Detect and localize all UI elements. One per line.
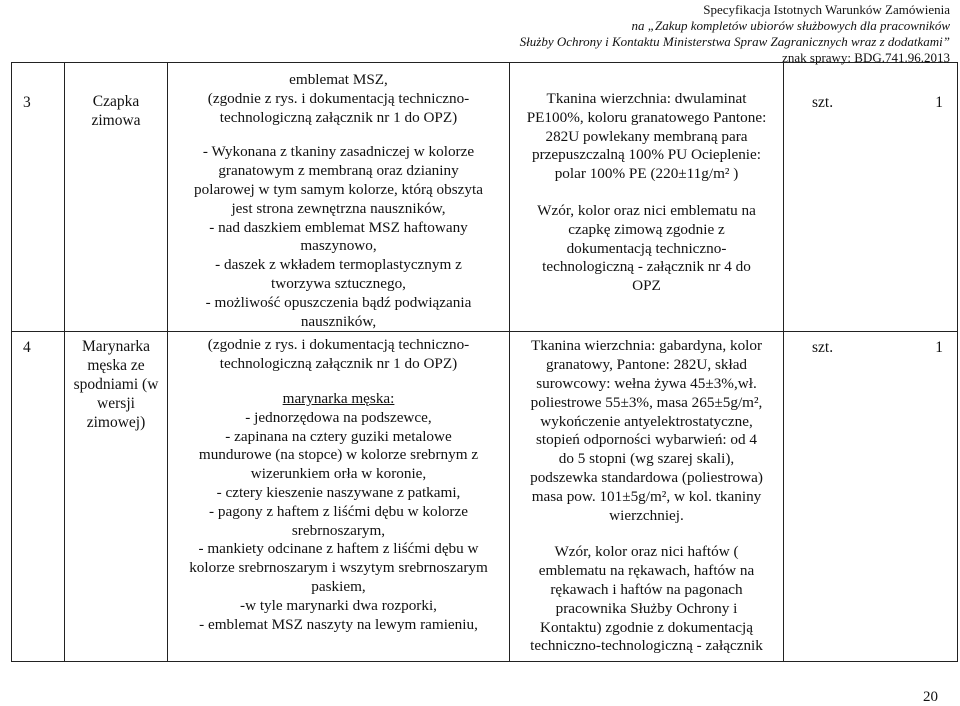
item-name-line: męska ze [87,357,145,375]
description-line: tworzywa sztucznego, [271,274,406,292]
material-line: PE100%, koloru granatowego Pantone: [526,108,767,126]
row-number-cell [12,332,65,662]
description-line: (zgodnie z rys. i dokumentacją techniczno- [207,89,470,107]
description-line: kolorze srebrnoszarym i wszytym srebrnoszarym [189,559,488,577]
description-line: - możliwość opuszczenia bądź podwiązania [205,293,472,311]
description-line: maszynowo, [300,237,377,255]
material-line: masa pow. 101±5g/m², w kol. tkaniny [531,487,762,505]
material-line: surowcowy: wełna żywa 45±3%,wł. [536,374,757,392]
header-title: Specyfikacja Istotnych Warunków Zamówienia [703,2,950,17]
description-line: - emblemat MSZ naszyty na lewym ramieniu, [199,615,478,633]
item-name-line: Marynarka [82,338,150,356]
description-line: - mankiety odcinane z haftem z liśćmi dębu w [198,540,479,558]
row-number: 3 [23,94,31,111]
description-line: (zgodnie z rys. i dokumentacją techniczno- [207,336,470,354]
quantity-cell [784,332,958,662]
header-subject-cont: Służby Ochrony i Kontaktu Ministerstwa Spraw Zagranicznych wraz z dodatkami” [519,34,950,49]
item-name-line: zimowa [91,112,141,129]
material-line: polar 100% PE (220±11g/m² ) [554,165,739,183]
description-line: srebrnoszarym, [291,521,386,539]
material-line: Tkanina wierzchnia: gabardyna, kolor [530,337,763,355]
material-line: dokumentacją techniczno- [566,239,727,257]
material-line: OPZ [632,277,661,295]
material-line: granatowy, Pantone: 282U, skład [545,356,748,374]
material-line: poliestrowe 55±3%, masa 265±5g/m², [530,393,763,411]
description-line: - nad daszkiem emblemat MSZ haftowany [209,218,468,236]
unit-label: szt. [812,339,834,357]
description-line: - jednorzędowa na podszewce, [245,408,432,426]
page-number: 20 [923,689,938,705]
item-name-line: spodniami (w [73,376,159,394]
material-line: techniczno-technologiczną - załącznik [530,637,763,655]
description-line: jest strona zewnętrzna nauszników, [231,199,446,217]
row-number-cell [12,63,65,332]
item-name-line: wersji [97,395,135,413]
material-line: do 5 stopni (wg szarej skali), [558,450,735,468]
material-line: podszewka standardowa (poliestrowa) [530,468,763,486]
description-line: - zapinana na cztery guziki metalowe [225,427,452,445]
specification-table [11,62,958,662]
table-row [12,63,958,332]
quantity-cell [784,63,958,332]
material-line: pracownika Służby Ochrony i [555,599,738,617]
description-line: - cztery kieszenie naszywane z patkami, [216,483,461,501]
material-line: przepuszczalną 100% PU Ocieplenie: [532,146,761,164]
material-line: technologiczną - załącznik nr 4 do [542,258,751,276]
description-line: nauszników, [300,312,377,330]
item-name-cell [65,332,168,662]
material-cell [510,63,784,332]
description-line: polarowej w tym samym kolorze, którą obszyta [194,180,483,198]
material-line: Kontaktu) zgodnie z dokumentacją [540,618,753,636]
document-header [520,2,950,66]
description-line: mundurowe (na stopce) w kolorze srebrnym z [198,446,479,464]
material-line: emblematu na rękawach, haftów na [538,562,755,580]
description-line: technologiczną załącznik nr 1 do OPZ) [219,355,458,373]
material-line: stopień odporności wybarwień: od 4 [535,431,758,449]
description-cell [168,63,510,332]
description-subheading: marynarka męska: [282,389,395,407]
material-line: wykończenie antyelektrostatyczne, [540,412,753,430]
row-number: 4 [23,339,31,357]
material-line: Wzór, kolor oraz nici emblematu na [537,201,756,219]
item-name-line: zimowej) [86,414,146,432]
material-line: Tkanina wierzchnia: dwulaminat [546,90,747,107]
description-line: - pagony z haftem z liśćmi dębu w kolorze [209,502,468,520]
item-name-line: Czapka [92,93,140,110]
quantity-value: 1 [935,94,943,111]
item-name-cell [65,63,168,332]
description-line: - Wykonana z tkaniny zasadniczej w kolorze [202,143,475,161]
header-subject: na „Zakup kompletów ubiorów służbowych dla pracowników [631,18,950,33]
description-line: paskiem, [311,577,366,595]
material-line: wierzchniej. [609,506,684,524]
material-line: rękawach i haftów na pagonach [550,580,743,598]
description-line: granatowym z membraną oraz dzianiny [218,162,459,180]
description-line: technologiczną załącznik nr 1 do OPZ) [219,108,458,126]
description-line: wizerunkiem orła w koronie, [250,465,427,483]
description-line: -w tyle marynarki dwa rozporki, [240,596,437,614]
table-row [12,332,958,662]
material-line: Wzór, kolor oraz nici haftów ( [554,543,739,561]
quantity-value: 1 [935,339,943,357]
material-line: czapkę zimową zgodnie z [568,220,725,238]
description-line: - daszek z wkładem termoplastycznym z [215,256,462,274]
material-line: 282U powlekany membraną para [545,127,748,145]
description-line: emblemat MSZ, [289,71,388,88]
material-cell [510,332,784,662]
description-cell [168,332,510,662]
header-case-number: znak sprawy: BDG.741.96.2013 [782,50,950,65]
unit-label: szt. [812,94,834,111]
